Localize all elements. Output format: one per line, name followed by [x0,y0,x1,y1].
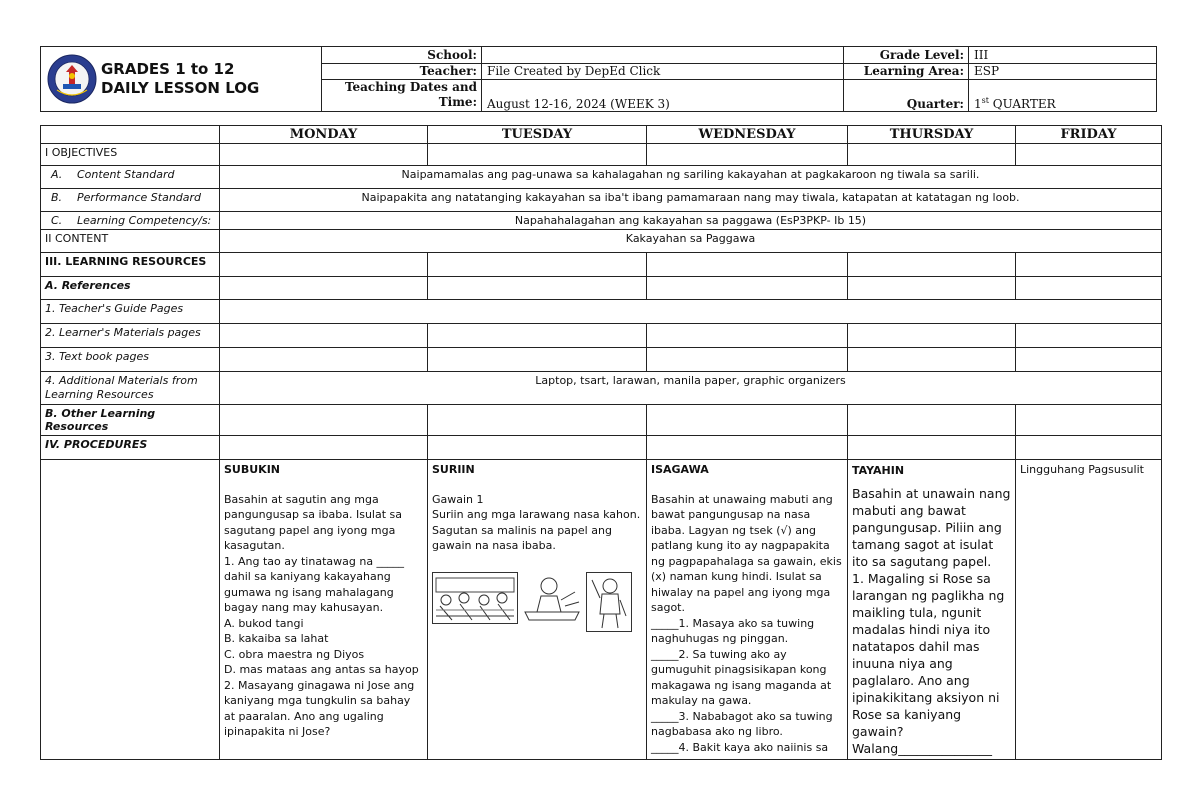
procedures-label: IV. PROCEDURES [41,436,220,460]
classroom-picture-icon [432,572,518,624]
empty-cell [428,348,647,372]
objectives-label: I OBJECTIVES [41,144,220,166]
monday-line: Basahin at sagutin ang mga pangungusap sa ibaba. Isulat sa sagutang papel ang iyong mga kasagutan. [224,492,403,552]
empty-cell [848,277,1016,300]
monday-line: C. obra maestra ng Diyos [224,647,365,661]
empty-cell [1016,253,1162,277]
learning-competency-text: Learning Competency/s: [77,214,212,227]
tuesday-line: Gawain 1 [432,492,484,506]
empty-cell [220,253,428,277]
learning-competency-value: Napahahalagahan ang kakayahan sa paggawa (EsP3PKP- Ib 15) [220,212,1162,230]
monday-line: 1. Ang tao ay tinatawag na _____ dahil sa kaniyang kakayahang gumawa ng isang mahalagang bagay nang may kahusayan. [224,554,405,614]
corner-cell [41,126,220,144]
empty-cell [1016,405,1162,436]
content-standard-text: Content Standard [77,168,175,181]
learning-area-label: Learning Area: [844,63,969,80]
teacher-label: Teacher: [322,63,482,80]
empty-cell [428,324,647,348]
quarter-number: 1 [974,97,982,111]
empty-cell [647,277,848,300]
additional-materials-label [41,372,220,405]
day-header-friday: FRIDAY [1016,126,1162,144]
monday-line: B. kakaiba sa lahat [224,632,329,645]
thursday-procedure [848,460,1016,760]
empty-cell [647,348,848,372]
monday-line: A. bukod tangi [224,616,304,630]
references-label: A. References [41,277,220,300]
thursday-line: Walang_______________ [852,741,992,756]
day-header-monday: MONDAY [220,126,428,144]
wednesday-line: Basahin at unawaing mabuti ang bawat pangungusap na nasa ibaba. Lagyan ng tsek (√) ang patlang kung ito ay nagpapakita ng pagpapahalaga sa gawain, ekis (x) naman kung hindi. Isulat sa hiwalay na papel ang iyong mga sagot. [651,492,842,614]
tuesday-heading: SURIIN [432,463,475,476]
empty-cell [41,460,220,760]
other-resources-label: B. Other Learning Resources [41,405,220,436]
learning-competency-label [41,212,220,230]
school-label: School: [322,47,482,64]
deped-seal-icon [47,54,97,104]
teaching-dates-label-line2: Time: [438,95,477,109]
school-value [482,47,844,64]
tuesday-line: Suriin ang mga larawang nasa kahon. Sagutan sa malinis na papel ang gawain na nasa ibaba. [432,508,641,552]
header-table [40,46,1157,112]
lesson-log-table [40,125,1162,760]
empty-cell [428,253,647,277]
friday-heading: Lingguhang Pagsusulit [1020,463,1144,476]
empty-cell [1016,277,1162,300]
teachers-guide-label: 1. Teacher's Guide Pages [41,300,220,324]
quarter-text: QUARTER [988,97,1056,111]
empty-cell [848,324,1016,348]
empty-cell [848,436,1016,460]
additional-materials-line2: Learning Resources [45,388,154,401]
empty-cell [220,405,428,436]
learning-competency-letter: C. [51,214,63,227]
performance-standard-value: Naipapakita ang natatanging kakayahan sa iba't ibang pamamaraan nang may tiwala, katapatan at katatagan ng loob. [220,189,1162,212]
grade-level-value: III [969,47,1157,64]
day-header-wednesday: WEDNESDAY [647,126,848,144]
content-value: Kakayahan sa Paggawa [220,230,1162,253]
empty-cell [428,277,647,300]
learning-area-value: ESP [969,63,1157,80]
friday-procedure [1016,460,1162,760]
header-title-cell [41,47,322,112]
empty-cell [428,405,647,436]
performance-standard-label [41,189,220,212]
teaching-dates-value: August 12-16, 2024 (WEEK 3) [482,80,844,112]
empty-cell [428,436,647,460]
additional-materials-line1: 4. Additional Materials from [45,374,198,387]
quarter-label: Quarter: [844,80,969,112]
empty-cell [647,324,848,348]
empty-cell [848,253,1016,277]
additional-materials-value: Laptop, tsart, larawan, manila paper, graphic organizers [220,372,1162,405]
empty-cell [428,144,647,166]
empty-cell [1016,348,1162,372]
monday-heading: SUBUKIN [224,463,280,476]
teaching-dates-label [322,80,482,112]
empty-cell [647,144,848,166]
boy-working-picture-icon [521,572,583,624]
child-cleaning-picture-icon [586,572,632,632]
quarter-value [969,80,1157,112]
monday-line: 2. Masayang ginagawa ni Jose ang kaniyang mga tungkulin sa bahay at paaralan. Ano ang ugaling ipinapakita ni Jose? [224,678,415,738]
tuesday-procedure [428,460,647,760]
empty-cell [848,348,1016,372]
wednesday-line: _____2. Sa tuwing ako ay gumuguhit pinagsisikapan kong makagawa ng isang maganda at makulay na gawa. [651,647,832,707]
wednesday-heading: ISAGAWA [651,463,709,476]
content-label: II CONTENT [41,230,220,253]
wednesday-line: _____3. Nababagot ako sa tuwing nagbabasa ako ng libro. [651,709,833,738]
empty-cell [647,405,848,436]
monday-procedure [220,460,428,760]
content-standard-letter: A. [51,168,63,181]
day-header-thursday: THURSDAY [848,126,1016,144]
thursday-heading: TAYAHIN [852,464,905,477]
content-standard-value: Naipamamalas ang pag-unawa sa kahalagahan ng sariling kakayahan at pagkakaroon ng tiwala sa sarili. [220,166,1162,189]
header-title-line2: DAILY LESSON LOG [101,79,260,97]
performance-standard-text: Performance Standard [77,191,202,204]
grade-level-label: Grade Level: [844,47,969,64]
empty-cell [1016,144,1162,166]
empty-cell [848,144,1016,166]
empty-cell [220,348,428,372]
empty-cell [220,436,428,460]
wednesday-line: _____4. Bakit kaya ako naiinis sa [651,740,829,754]
empty-cell [647,436,848,460]
empty-cell [647,253,848,277]
learners-materials-label: 2. Learner's Materials pages [41,324,220,348]
empty-cell [220,300,1162,324]
wednesday-procedure [647,460,848,760]
empty-cell [848,405,1016,436]
header-title-line1: GRADES 1 to 12 [101,60,235,78]
performance-standard-letter: B. [51,191,63,204]
content-standard-label [41,166,220,189]
textbook-pages-label: 3. Text book pages [41,348,220,372]
wednesday-line: _____1. Masaya ako sa tuwing naghuhugas ng pinggan. [651,616,815,645]
thursday-line: 1. Magaling si Rose sa larangan ng paglikha ng maikling tula, ngunit madalas hindi niya ito natatapos dahil mas inuuna niya ang paglalaro. Ano ang ipinakikitang aksiyon ni Rose sa kaniyang gawain? [852,571,1005,739]
quarter-suffix: st [981,96,989,105]
empty-cell [220,144,428,166]
thursday-line: Basahin at unawain nang mabuti ang bawat pangungusap. Piliin ang tamang sagot at isulat ito sa sagutang papel. [852,486,1011,569]
empty-cell [1016,324,1162,348]
activity-pictures [432,572,642,632]
monday-line: D. mas mataas ang antas sa hayop [224,663,419,676]
empty-cell [1016,436,1162,460]
day-header-tuesday: TUESDAY [428,126,647,144]
empty-cell [220,324,428,348]
learning-resources-label: III. LEARNING RESOURCES [41,253,220,277]
teaching-dates-label-line1: Teaching Dates and [344,80,477,94]
teacher-value: File Created by DepEd Click [482,63,844,80]
empty-cell [220,277,428,300]
